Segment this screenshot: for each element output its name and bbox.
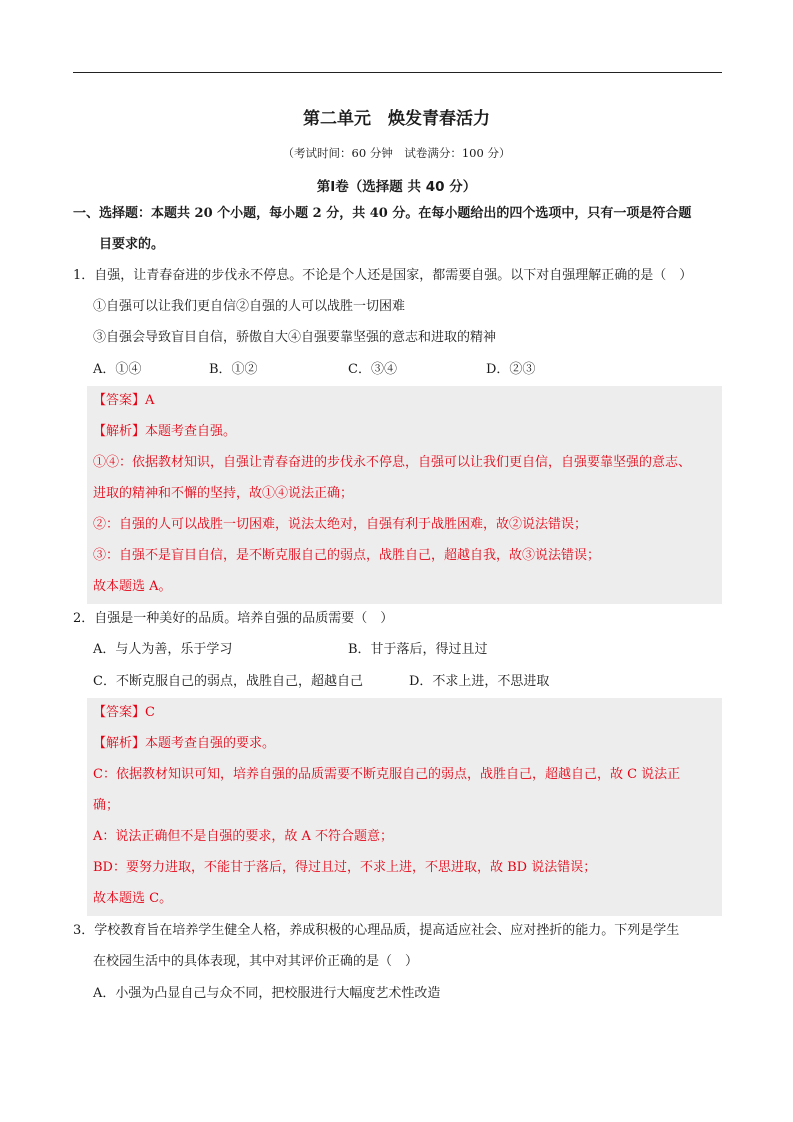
exam-info: （考试时间：60 分钟 试卷满分：100 分）: [282, 146, 511, 160]
q1-analysis: 【解析】本题考查自强。: [93, 424, 237, 439]
q2-option-b: B．甘于落后，得过且过: [348, 642, 488, 657]
q2-explanation-2: A：说法正确但不是自强的要求，故 A 不符合题意；: [93, 829, 394, 844]
q2-explanation-1b: 确；: [93, 798, 120, 813]
instructions-line-2: 目要求的。: [99, 237, 165, 252]
q3-stem-line-2: 在校园生活中的具体表现，其中对其评价正确的是（ ）: [93, 954, 419, 969]
q1-explanation-1b: 进取的精神和不懈的坚持，故①④说法正确；: [93, 486, 354, 501]
q1-option-c: C．③④: [348, 362, 397, 377]
q2-analysis: 【解析】本题考查自强的要求。: [93, 736, 276, 751]
q1-stem: 1．自强，让青春奋进的步伐永不停息。不论是个人还是国家，都需要自强。以下对自强理解正确的是（ ）: [73, 268, 693, 283]
q1-option-d: D．②③: [486, 362, 536, 377]
q1-option-a: A．①④: [93, 362, 142, 377]
q2-explanation-1a: C：依据教材知识可知，培养自强的品质需要不断克服自己的弱点，战胜自己，超越自己，故 C 说法正: [93, 767, 681, 782]
q1-answer: 【答案】A: [93, 393, 155, 408]
q2-answer-box: [87, 698, 722, 916]
q1-conclusion: 故本题选 A。: [93, 579, 172, 594]
section-heading: 第Ⅰ卷（选择题 共 40 分）: [316, 179, 477, 195]
q2-option-c: C．不断克服自己的弱点，战胜自己，超越自己: [93, 674, 363, 689]
q2-stem: 2．自强是一种美好的品质。培养自强的品质需要（ ）: [73, 611, 394, 626]
q1-statement-1: ①自强可以让我们更自信②自强的人可以战胜一切困难: [93, 299, 406, 314]
q1-explanation-3: ③：自强不是盲目自信，是不断克服自己的弱点，战胜自己，超越自我，故③说法错误；: [93, 548, 601, 563]
q2-option-a: A．与人为善，乐于学习: [93, 642, 233, 657]
q3-option-a: A．小强为凸显自己与众不同，把校服进行大幅度艺术性改造: [93, 986, 441, 1001]
q3-stem-line-1: 3．学校教育旨在培养学生健全人格，养成积极的心理品质，提高适应社会、应对挫折的能力。下列是学生: [73, 923, 680, 938]
q1-explanation-2: ②：自强的人可以战胜一切困难，说法太绝对，自强有利于战胜困难，故②说法错误；: [93, 517, 588, 532]
instructions-line-1: 一、选择题：本题共 20 个小题，每小题 2 分，共 40 分。在每小题给出的四个选项中，只有一项是符合题: [73, 206, 692, 221]
q1-option-b: B．①②: [209, 362, 258, 377]
page-title: 第二单元 焕发青春活力: [303, 109, 490, 129]
q2-option-d: D．不求上进，不思进取: [409, 674, 550, 689]
q1-explanation-1a: ①④：依据教材知识，自强让青春奋进的步伐永不停息，自强可以让我们更自信，自强要靠坚强的意志、: [93, 455, 692, 470]
q2-answer: 【答案】C: [93, 705, 155, 720]
q2-explanation-3: BD：要努力进取，不能甘于落后，得过且过，不求上进，不思进取，故 BD 说法错误；: [93, 860, 597, 875]
q1-statement-2: ③自强会导致盲目自信，骄傲自大④自强要靠坚强的意志和进取的精神: [93, 330, 497, 345]
header-rule: [73, 72, 722, 73]
q2-conclusion: 故本题选 C。: [93, 891, 173, 906]
